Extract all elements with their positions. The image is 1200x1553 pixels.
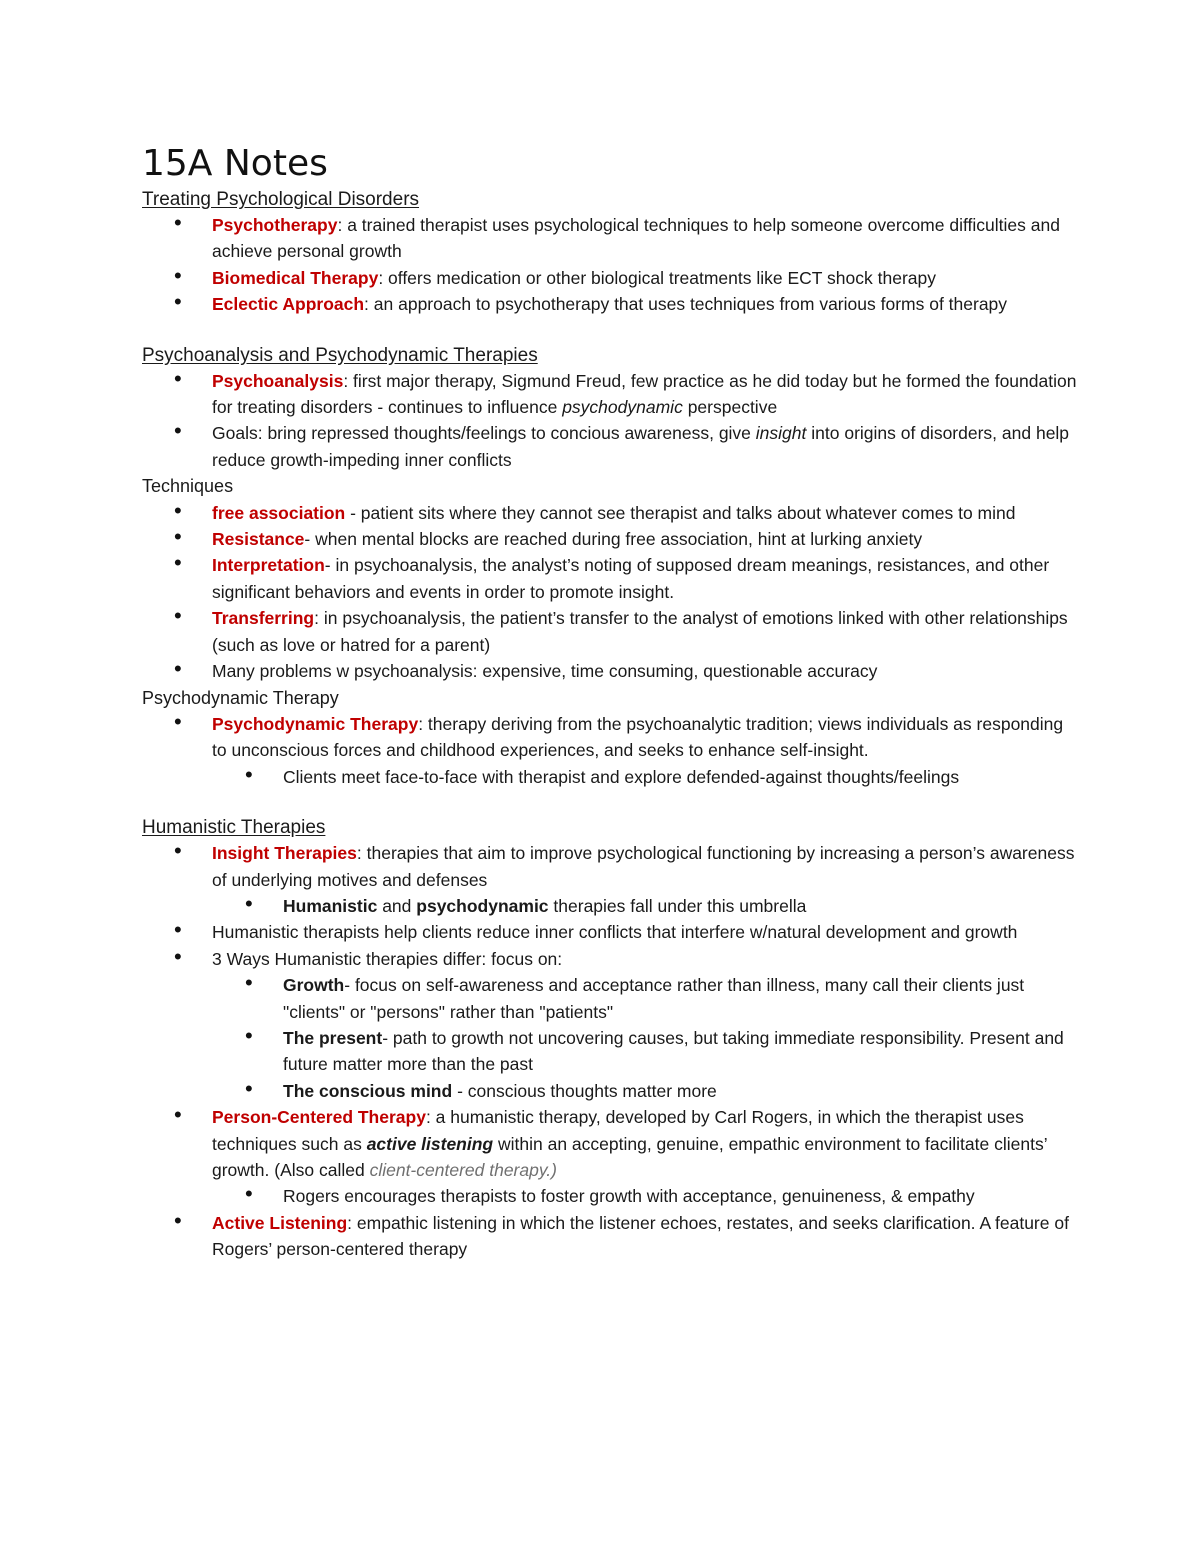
sub-list-item	[142, 1078, 1082, 1104]
list-item	[142, 212, 1082, 265]
list-item	[142, 368, 1082, 421]
bold-text: The conscious mind	[283, 1080, 453, 1101]
definition: : therapy deriving from the psychoanalytic tradition; views individuals as responding to unconscious forces and childhood experiences, and seeks to enhance self-insight.	[212, 713, 1064, 761]
psychodynamic-list	[142, 711, 1082, 790]
definition: Goals: bring repressed thoughts/feelings to concious awareness, give	[212, 423, 756, 444]
definition: into origins of disorders, and help reduce growth-impeding inner conflicts	[212, 423, 1070, 470]
list-item	[142, 420, 1082, 473]
definition: : an approach to psychotherapy that uses techniques from various forms of therapy	[364, 294, 1008, 315]
bold-text: Growth	[283, 975, 345, 996]
term: Transferring	[212, 608, 315, 629]
list-item	[142, 919, 1082, 945]
term: Psychotherapy	[212, 215, 338, 235]
humanistic-list	[142, 840, 1082, 1263]
definition: : in psychoanalysis, the patient’s transfer to the analyst of emotions linked with other relationships (such as love or hatred for a parent)	[212, 608, 1068, 655]
treating-list	[142, 212, 1082, 318]
term: Resistance	[212, 529, 305, 550]
emphasis: insight	[755, 423, 807, 444]
term: Psychodynamic Therapy	[212, 713, 419, 734]
definition: Many problems w psychoanalysis: expensive, time consuming, questionable accuracy	[212, 661, 878, 682]
document-page	[142, 140, 1082, 1263]
definition: perspective	[682, 397, 778, 418]
sub-list-item	[142, 764, 1082, 790]
spacer	[142, 318, 1082, 344]
definition: : therapies that aim to improve psychological functioning by increasing a person’s awareness of underlying motives and defenses	[212, 843, 1075, 890]
also-called-text: client-centered therapy.)	[369, 1160, 557, 1180]
definition: : empathic listening in which the listener echoes, restates, and seeks clarification. A feature of Rogers’ person-centered therapy	[212, 1212, 1069, 1260]
page-title: 15A Notes	[142, 143, 328, 184]
emphasis: psychodynamic	[562, 397, 683, 418]
term: free association	[212, 502, 346, 523]
definition: : a trained therapist uses psychological techniques to help someone overcome difficulties and achieve personal growth	[212, 215, 1060, 262]
definition: 3 Ways Humanistic therapies differ: focus on:	[212, 948, 563, 969]
list-item	[142, 605, 1082, 658]
bold-text: Humanistic	[283, 895, 378, 916]
term: Person-Centered Therapy	[212, 1107, 426, 1128]
sub-list-item	[142, 972, 1082, 1025]
spacer	[142, 790, 1082, 816]
term: Eclectic Approach	[212, 294, 365, 315]
text: Rogers encourages therapists to foster growth with acceptance, genuineness, & empathy	[283, 1186, 975, 1207]
definition: : offers medication or other biological treatments like ECT shock therapy	[378, 267, 936, 288]
bold-text: The present	[283, 1027, 383, 1048]
definition: - in psychoanalysis, the analyst’s noting of supposed dream meanings, resistances, and other significant behaviors and events in order to promote insight.	[212, 555, 1050, 602]
section-heading-humanistic: Humanistic Therapies	[142, 817, 326, 839]
sub-list-item	[142, 1183, 1082, 1209]
text: - path to growth not uncovering causes, but taking immediate responsibility. Present and future matter more than the past	[283, 1027, 1064, 1075]
text: and	[377, 895, 417, 916]
list-item	[142, 526, 1082, 552]
list-item	[142, 840, 1082, 893]
term: Biomedical Therapy	[212, 267, 379, 288]
text: therapies fall under this umbrella	[548, 895, 807, 916]
term: Active Listening	[212, 1212, 348, 1233]
term: Insight Therapies	[212, 843, 357, 864]
term: Psychoanalysis	[212, 370, 344, 391]
definition: : first major therapy, Sigmund Freud, few practice as he did today but he formed the foundation for treating disorders - continues to influence	[212, 370, 1077, 418]
list-item	[142, 946, 1082, 972]
bold-text: psychodynamic	[416, 895, 549, 916]
section-heading-treating: Treating Psychological Disorders	[142, 189, 420, 210]
sub-list-item	[142, 893, 1082, 919]
techniques-list	[142, 500, 1082, 685]
techniques-label: Techniques	[142, 476, 234, 497]
list-item	[142, 711, 1082, 764]
text: - focus on self-awareness and acceptance rather than illness, many call their clients just "clients" or "persons" rather than "patients"	[283, 975, 1025, 1022]
definition: Clients meet face-to-face with therapist and explore defended-against thoughts/feelings	[283, 766, 960, 787]
emphasis: active listening	[366, 1133, 494, 1154]
sub-list-item	[142, 1025, 1082, 1078]
definition: Humanistic therapists help clients reduce inner conflicts that interfere w/natural development and growth	[212, 922, 1018, 943]
definition: - when mental blocks are reached during free association, hint at lurking anxiety	[304, 529, 923, 550]
definition: : a humanistic therapy, developed by Carl Rogers, in which the therapist uses techniques such as	[212, 1107, 1024, 1154]
term: Interpretation	[212, 555, 325, 576]
section-heading-psychoanalysis: Psychoanalysis and Psychodynamic Therapies	[142, 344, 538, 366]
psychoanalysis-list	[142, 368, 1082, 474]
list-item	[142, 1210, 1082, 1263]
text: - conscious thoughts matter more	[452, 1080, 717, 1101]
list-item	[142, 265, 1082, 291]
list-item	[142, 552, 1082, 605]
list-item	[142, 1104, 1082, 1183]
definition: within an accepting, genuine, empathic environment to facilitate clients’ growth. (Also called	[212, 1133, 1047, 1180]
psychodynamic-label: Psychodynamic Therapy	[142, 687, 339, 708]
list-item	[142, 658, 1082, 684]
definition: - patient sits where they cannot see therapist and talks about whatever comes to mind	[345, 502, 1016, 523]
list-item	[142, 291, 1082, 317]
list-item	[142, 500, 1082, 526]
